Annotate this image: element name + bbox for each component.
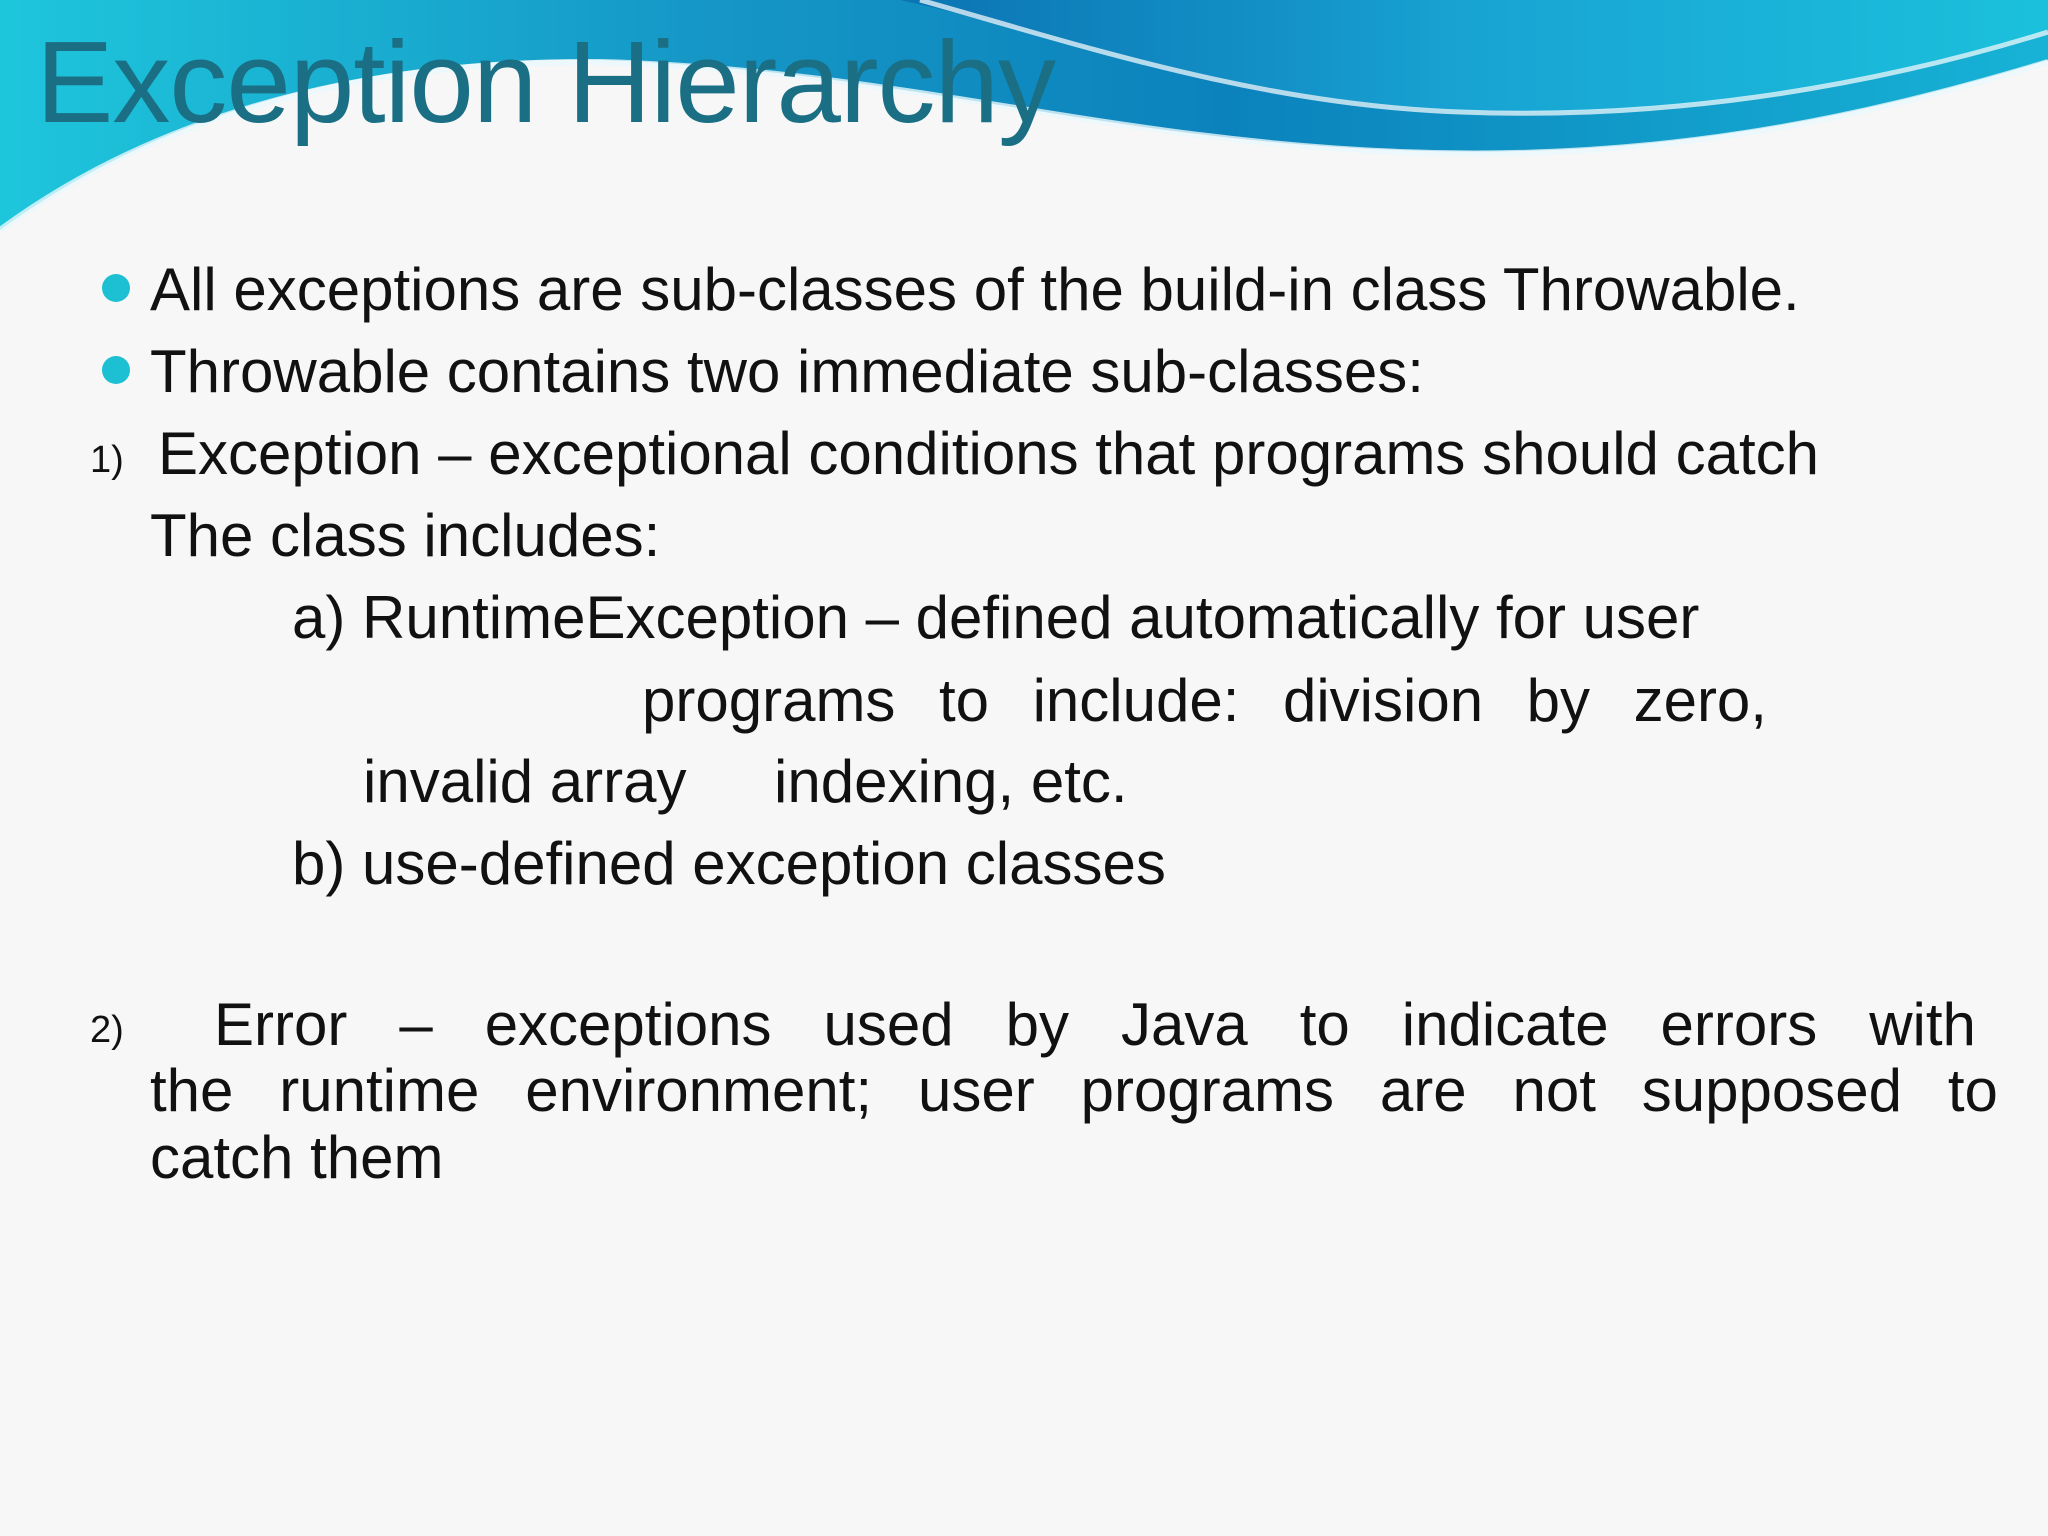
word: environment; <box>525 1057 873 1124</box>
word: indicate <box>1401 991 1609 1058</box>
word: by <box>1526 667 1591 734</box>
word: Error <box>214 991 348 1058</box>
bullet-text: All exceptions are sub-classes of the build-in class Throwable. <box>150 256 1800 323</box>
slide-title: Exception Hierarchy <box>36 17 1055 147</box>
word: errors <box>1660 991 1818 1058</box>
word: zero, <box>1633 667 1767 734</box>
item2-line1 <box>214 992 1976 1058</box>
item1-continuation: The class includes: <box>150 502 661 569</box>
word: with <box>1869 991 1976 1058</box>
item2-line3: catch them <box>150 1124 444 1191</box>
word: by <box>1005 991 1069 1058</box>
word: to <box>938 667 990 734</box>
word: – <box>399 991 433 1058</box>
bullet-text: Throwable contains two immediate sub-classes: <box>150 338 1424 405</box>
word: used <box>823 991 954 1058</box>
item2-line2 <box>150 1058 1998 1124</box>
word: to <box>1947 1057 1998 1124</box>
sub-item-a-line3-part2: indexing, etc. <box>774 748 1128 815</box>
bullet-dot-icon <box>102 274 130 302</box>
sub-item-b: b) use-defined exception classes <box>292 830 1166 897</box>
list-number: 1) <box>90 439 124 481</box>
word: user <box>917 1057 1035 1124</box>
word: exceptions <box>484 991 772 1058</box>
item1-text: Exception – exceptional conditions that programs should catch <box>158 420 1819 487</box>
list-number: 2) <box>90 1009 124 1051</box>
bullet-dot-icon <box>102 356 130 384</box>
word: runtime <box>279 1057 480 1124</box>
word: not <box>1512 1057 1596 1124</box>
word: the <box>150 1057 234 1124</box>
word: include: <box>1032 667 1240 734</box>
word: to <box>1299 991 1350 1058</box>
word: division <box>1282 667 1484 734</box>
sub-item-a-line3-part1: invalid array <box>363 748 687 815</box>
sub-item-a-line2 <box>642 668 1767 734</box>
word: are <box>1379 1057 1467 1124</box>
word: Java <box>1120 991 1248 1058</box>
word: supposed <box>1641 1057 1902 1124</box>
sub-item-a-line1: a) RuntimeException – defined automatically for user <box>292 584 1700 651</box>
word: programs <box>642 667 896 734</box>
word: programs <box>1080 1057 1334 1124</box>
